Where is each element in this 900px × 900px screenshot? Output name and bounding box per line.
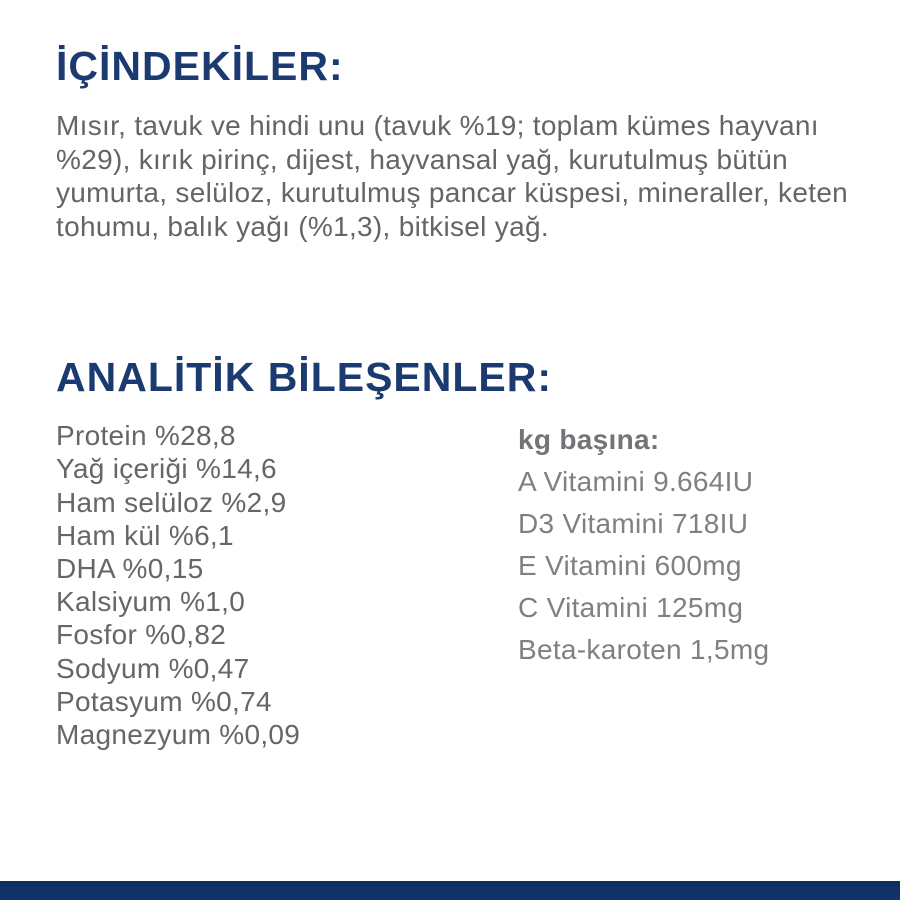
analytic-components-heading: ANALİTİK BİLEŞENLER:: [56, 354, 553, 401]
vitamin-row-d3: D3 Vitamini 718IU: [518, 508, 749, 540]
nutrient-row-calcium: Kalsiyum %1,0: [56, 586, 246, 618]
nutrient-row-phosphorus: Fosfor %0,82: [56, 619, 227, 651]
per-kg-list: [518, 419, 868, 751]
nutrient-row-fat: Yağ içeriği %14,6: [56, 453, 277, 485]
analytics-columns: [56, 419, 868, 751]
nutrient-row-sodium: Sodyum %0,47: [56, 652, 250, 684]
vitamin-row-beta-carotene: Beta-karoten 1,5mg: [518, 634, 770, 666]
nutrient-row-fiber: Ham selüloz %2,9: [56, 486, 287, 518]
ingredients-text: Mısır, tavuk ve hindi unu (tavuk %19; toplam kümes hayvanı %29), kırık pirinç, dijest, hayvansal yağ, kurutulmuş bütün yumurta, selüloz, kurutulmuş pancar küspesi, mineraller, keten tohumu, balık yağı (%1,3), bitkisel yağ.: [56, 110, 849, 242]
vitamin-row-e: E Vitamini 600mg: [518, 550, 742, 582]
vitamin-row-a: A Vitamini 9.664IU: [518, 466, 754, 498]
ingredients-heading: İÇİNDEKİLER:: [56, 43, 344, 89]
label-panel: [56, 0, 868, 751]
nutrient-row-magnesium: Magnezyum %0,09: [56, 719, 301, 751]
nutrient-row-protein: Protein %28,8: [56, 420, 236, 452]
nutrient-row-potassium: Potasyum %0,74: [56, 685, 272, 717]
bottom-accent-bar: [0, 881, 900, 900]
per-kg-heading: kg başına:: [518, 424, 660, 456]
nutrient-row-ash: Ham kül %6,1: [56, 519, 234, 551]
vitamin-row-c: C Vitamini 125mg: [518, 592, 744, 624]
nutrient-row-dha: DHA %0,15: [56, 553, 204, 584]
nutrient-list: [56, 419, 518, 751]
